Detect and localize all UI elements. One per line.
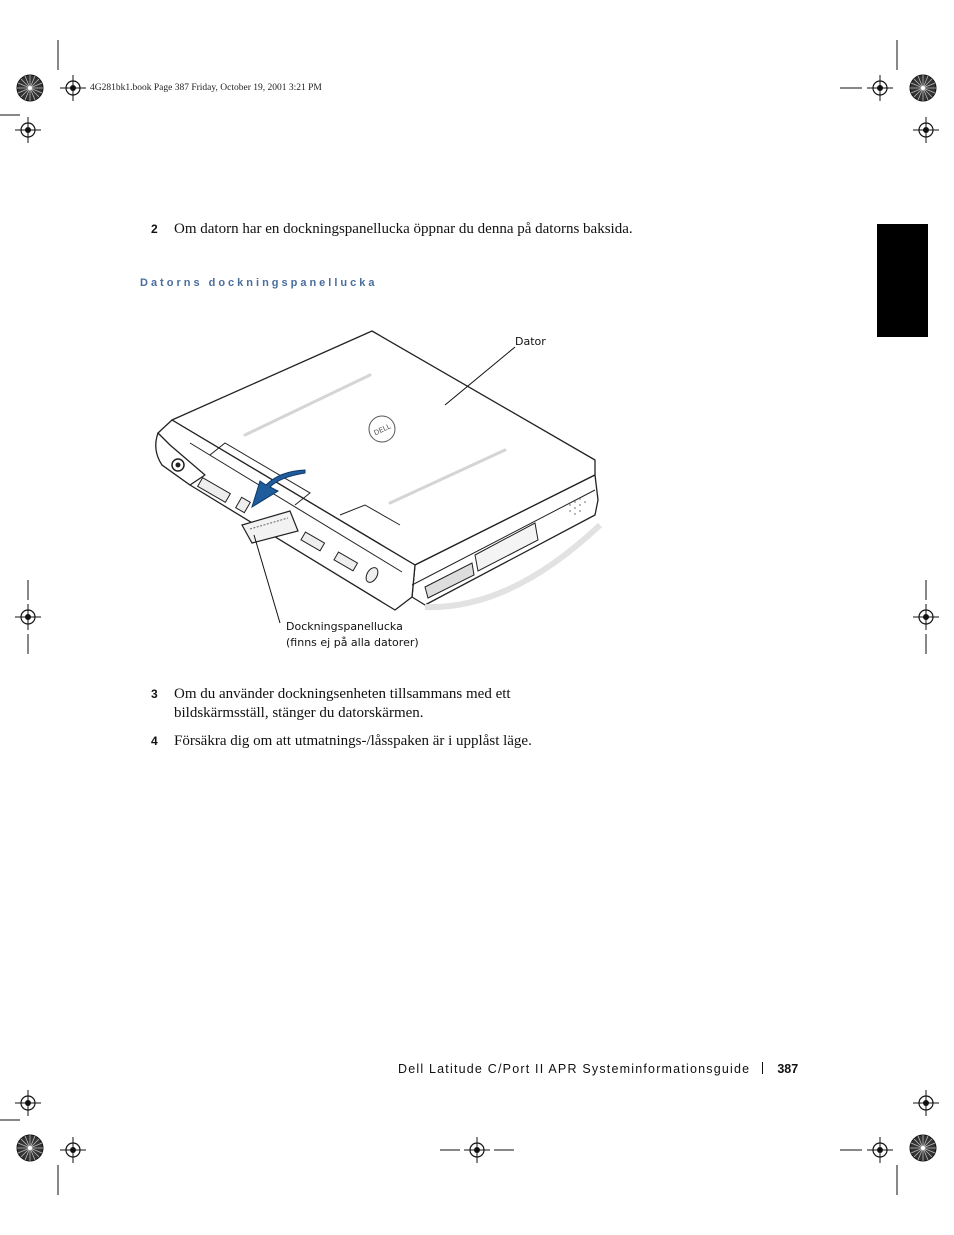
laptop-illustration xyxy=(150,325,620,625)
step-number: 4 xyxy=(151,734,158,748)
step-text: Om du använder dockningsenheten tillsammans med ett bildskärmsställ, stänger du datorskärmen. xyxy=(174,686,511,721)
step-2 xyxy=(151,220,641,260)
footer-title: Dell Latitude C/Port II APR Systeminformationsguide xyxy=(398,1062,751,1076)
footer-separator xyxy=(762,1062,763,1074)
step-4 xyxy=(151,732,641,752)
callout-docking-door-line2: (finns ej på alla datorer) xyxy=(286,636,419,649)
page-footer xyxy=(398,1062,838,1076)
callout-computer: Dator xyxy=(515,335,546,348)
book-info-header: 4G281bk1.book Page 387 Friday, October 19, 2001 3:21 PM xyxy=(90,83,322,93)
section-tab xyxy=(877,224,928,337)
page-number: 387 xyxy=(777,1062,799,1076)
step-number: 3 xyxy=(151,687,158,701)
dell-logo xyxy=(369,416,395,442)
svg-text:DELL: DELL xyxy=(372,422,393,438)
step-text: Om datorn har en dockningspanellucka öppnar du denna på datorns baksida. xyxy=(174,221,633,237)
step-text: Försäkra dig om att utmatnings-/låsspaken är i upplåst läge. xyxy=(174,733,532,749)
figure-caption: Datorns dockningspanellucka xyxy=(140,277,378,289)
step-3 xyxy=(151,685,641,725)
callout-docking-door-line1: Dockningspanellucka xyxy=(286,620,403,633)
callout-docking-door xyxy=(286,619,419,651)
step-number: 2 xyxy=(151,222,158,236)
